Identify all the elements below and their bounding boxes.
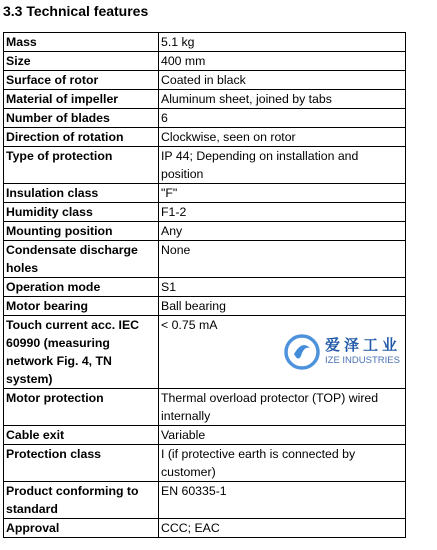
table-row [4,71,406,90]
row-value: F1-2 [159,203,406,222]
row-value: EN 60335-1 [159,482,406,519]
row-value: Thermal overload protector (TOP) wired internally [159,389,406,426]
table-row [4,109,406,128]
table-row [4,147,406,184]
table-row [4,33,406,52]
row-label: Mounting position [4,222,159,241]
ize-logo-icon [284,334,320,370]
technical-features-table [3,32,406,538]
row-value: Aluminum sheet, joined by tabs [159,90,406,109]
table-row [4,52,406,71]
row-label: Material of impeller [4,90,159,109]
row-label: Motor protection [4,389,159,426]
row-value: CCC; EAC [159,519,406,538]
table-row [4,203,406,222]
section-heading: 3.3 Technical features [3,3,149,19]
row-label: Protection class [4,445,159,482]
row-label: Surface of rotor [4,71,159,90]
row-value: 5.1 kg [159,33,406,52]
row-label: Humidity class [4,203,159,222]
row-label: Insulation class [4,184,159,203]
row-label: Operation mode [4,278,159,297]
table-row [4,482,406,519]
row-label: Direction of rotation [4,128,159,147]
row-value: Coated in black [159,71,406,90]
table-row [4,184,406,203]
watermark-english-text: IZE INDUSTRIES [325,355,400,366]
row-value: None [159,241,406,278]
row-label: Condensate discharge holes [4,241,159,278]
table-row [4,90,406,109]
row-label: Type of protection [4,147,159,184]
row-label: Product conforming to standard [4,482,159,519]
table-row [4,222,406,241]
table-row [4,426,406,445]
row-value: 400 mm [159,52,406,71]
row-value: I (if protective earth is connected by customer) [159,445,406,482]
table-row [4,389,406,426]
row-value: "F" [159,184,406,203]
row-value: Any [159,222,406,241]
row-value: S1 [159,278,406,297]
row-label: Number of blades [4,109,159,128]
table-row [4,278,406,297]
table-row [4,128,406,147]
row-label: Mass [4,33,159,52]
watermark-chinese-text: 爱泽工业 [325,337,402,354]
row-value: 6 [159,109,406,128]
row-label: Approval [4,519,159,538]
row-value: < 0.75 mA [159,316,406,389]
table-row [4,241,406,278]
row-label: Cable exit [4,426,159,445]
row-value: Variable [159,426,406,445]
table-row [4,445,406,482]
row-label: Motor bearing [4,297,159,316]
table-row [4,297,406,316]
table-row [4,519,406,538]
ize-industries-watermark [284,332,406,372]
row-value: Ball bearing [159,297,406,316]
row-value: Clockwise, seen on rotor [159,128,406,147]
row-value: IP 44; Depending on installation and position [159,147,406,184]
row-label: Size [4,52,159,71]
row-label: Touch current acc. IEC 60990 (measuring network Fig. 4, TN system) [4,316,159,389]
